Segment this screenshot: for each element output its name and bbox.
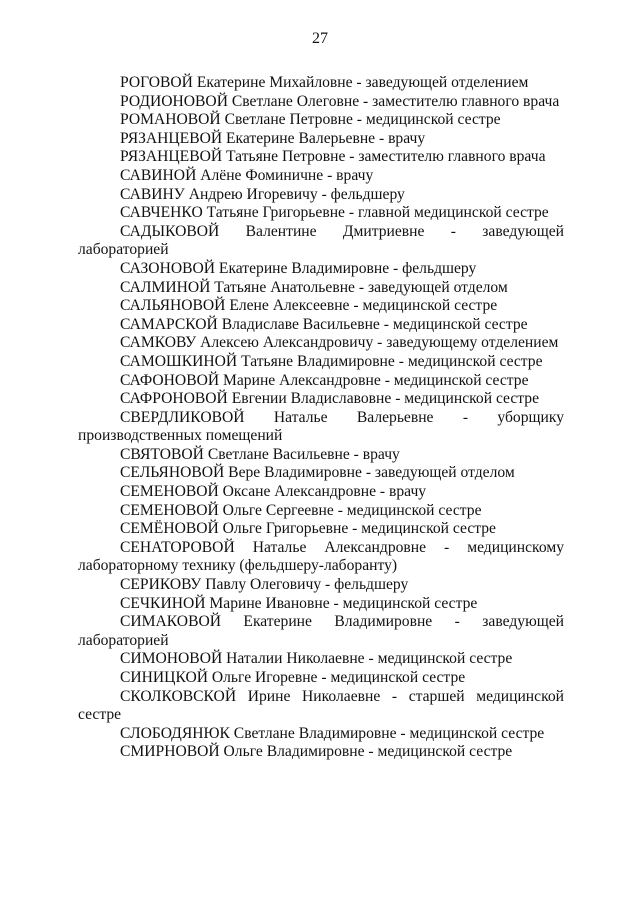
list-item: САМАРСКОЙ Владиславе Васильевне - медицинской сестре — [120, 315, 528, 333]
list-item: САЗОНОВОЙ Екатерине Владимировне - фельдшеру — [120, 259, 477, 277]
list-item: СВЕРДЛИКОВОЙ Наталье Валерьевне - уборщику производственных помещений — [78, 408, 564, 445]
list-item: СЕРИКОВУ Павлу Олеговичу - фельдшеру — [120, 576, 409, 594]
list-item: СЕМЕНОВОЙ Ольге Сергеевне - медицинской сестре — [120, 501, 482, 519]
list-item: СЛОБОДЯНЮК Светлане Владимировне - медицинской сестре — [120, 724, 545, 742]
list-item: СИМАКОВОЙ Екатерине Владимировне - заведующей лабораторией — [78, 613, 564, 649]
list-item: РЯЗАНЦЕВОЙ Татьяне Петровне - заместителю главного врача — [120, 148, 546, 166]
page-number: 27 — [312, 30, 328, 47]
list-item: САФРОНОВОЙ Евгении Владиславовне - медицинской сестре — [120, 390, 540, 408]
list-item: СЕНАТОРОВОЙ Наталье Александровне - медицинскому лабораторному технику (фельдшеру-лаборанту) — [78, 538, 564, 575]
list-item: РОМАНОВОЙ Светлане Петровне - медицинской сестре — [120, 111, 501, 129]
list-item: САДЫКОВОЙ Валентине Дмитриевне - заведующей лабораторией — [78, 222, 564, 259]
list-item: СКОЛКОВСКОЙ Ирине Николаевне - старшей медицинской сестре — [78, 687, 564, 724]
list-item: САЛМИНОЙ Татьяне Анатольевне - заведующей отделом — [120, 278, 508, 296]
list-item: САЛЬЯНОВОЙ Елене Алексеевне - медицинской сестре — [120, 297, 498, 315]
list-item: СЕМЕНОВОЙ Оксане Александровне - врачу — [120, 483, 427, 501]
list-item: САМОШКИНОЙ Татьяне Владимировне - медицинской сестре — [120, 352, 543, 370]
list-item: СЕЧКИНОЙ Марине Ивановне - медицинской сестре — [120, 594, 478, 612]
list-item: САВЧЕНКО Татьяне Григорьевне - главной медицинской сестре — [120, 204, 549, 222]
list-item: САМКОВУ Алексею Александровичу - заведующему отделением — [120, 334, 559, 352]
list-item: СВЯТОВОЙ Светлане Васильевне - врачу — [120, 445, 400, 463]
list-item: СЕМЁНОВОЙ Ольге Григорьевне - медицинской сестре — [120, 520, 496, 538]
list-item: СМИРНОВОЙ Ольге Владимировне - медицинской сестре — [120, 743, 513, 761]
list-item: САВИНОЙ Алёне Фоминичне - врачу — [120, 166, 374, 184]
list-item: РЯЗАНЦЕВОЙ Екатерине Валерьевне - врачу — [120, 129, 426, 147]
list-item: СИМОНОВОЙ Наталии Николаевне - медицинской сестре — [120, 650, 513, 668]
list-item: САВИНУ Андрею Игоревичу - фельдшеру — [120, 185, 405, 203]
list-item: РОГОВОЙ Екатерине Михайловне - заведующей отделением — [120, 74, 529, 91]
award-list — [78, 74, 564, 762]
list-item: СИНИЦКОЙ Ольге Игоревне - медицинской сестре — [120, 669, 466, 686]
list-item: СЕЛЬЯНОВОЙ Вере Владимировне - заведующей отделом — [120, 464, 515, 482]
list-item: РОДИОНОВОЙ Светлане Олеговне - заместителю главного врача — [120, 92, 560, 110]
list-item: САФОНОВОЙ Марине Александровне - медицинской сестре — [120, 371, 529, 389]
